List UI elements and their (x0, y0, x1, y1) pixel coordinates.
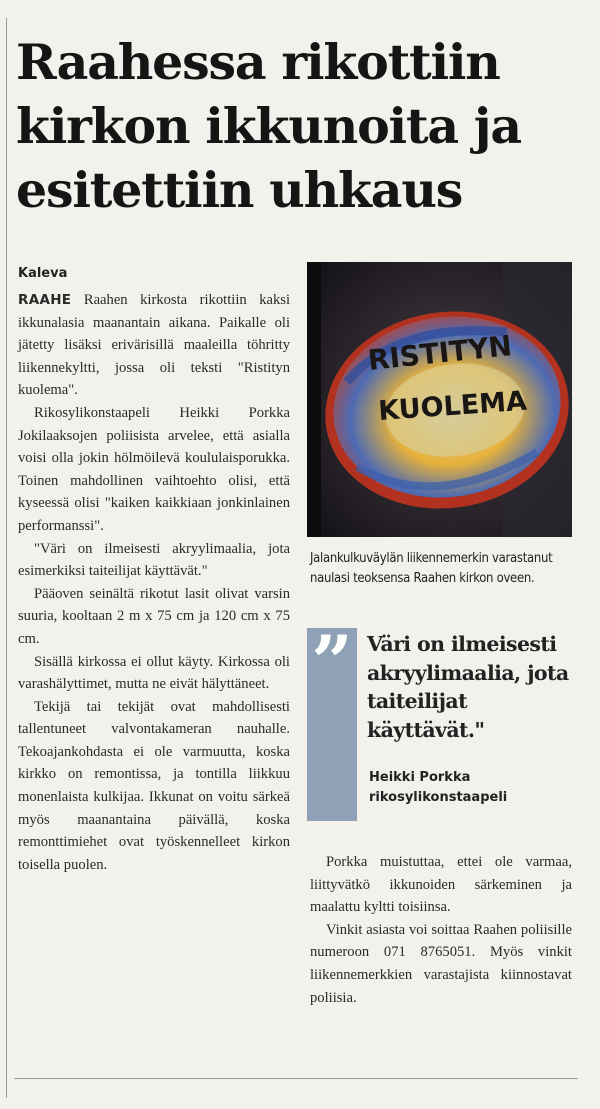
article-body-right (310, 851, 572, 1009)
left-column-rule (6, 18, 7, 1098)
quote-mark-icon: ” (311, 619, 353, 704)
body-paragraph: Rikosylikonstaapeli Heikki Porkka Jokilaaksojen poliisista arvelee, että asialla voisi olla jokin hölmöilevä koululaisporukka. Toinen mahdollinen vaihtoehto olisi, että kyseessä olisi "kaiken kaikkiaan jonkinlainen performanssi". (18, 404, 290, 534)
dateline: RAAHE (18, 292, 72, 308)
sign-text-line2: KUOLEMA (377, 385, 528, 427)
body-paragraph: Vinkit asiasta voi soittaa Raahen poliisille numeroon 071 8765051. Myös vinkit liikennemerkkien varastajista kiinnostavat poliisia. (310, 921, 572, 1006)
lead-paragraph (18, 289, 290, 402)
pull-quote-name: Heikki Porkka (369, 770, 471, 785)
pull-quote-text: Väri on ilmeisesti akryylimaalia, jota taiteilijat käyttävät." (367, 632, 569, 742)
sign-text-line1: RISTITYN (366, 329, 514, 377)
painted-sign-illustration (307, 262, 572, 537)
article-body-left (18, 289, 290, 876)
photo-caption: Jalankulkuväylän liikennemerkin varastanut naulasi teoksensa Raahen kirkon oveen. (310, 551, 553, 586)
article-photo (307, 262, 572, 537)
body-paragraph: "Väri on ilmeisesti akryylimaalia, jota esimerkiksi taiteilijat käyttävät." (18, 540, 290, 580)
article-headline: Raahessa rikottiin kirkon ikkunoita ja esitettiin uhkaus (16, 33, 521, 219)
body-paragraph: Porkka muistuttaa, ettei ole varmaa, liittyvätkö ikkunoiden särkeminen ja maalattu kyltti toisiinsa. (310, 854, 572, 916)
bottom-rule (14, 1078, 578, 1079)
body-paragraph: Tekijä tai tekijät ovat mahdollisesti tallentuneet valvontakameran nauhalle. Tekoajankohdasta ei ole varmuutta, koska kirkko on remontissa, ja tontilla liikkuu monenlaista kulkijaa. Ikkunat on voitu särkeä myös maanantaina päivällä, koska remonttimiehet ovat työskennelleet kirkon toisella puolen. (18, 698, 290, 873)
lead-text: Raahen kirkosta rikottiin kaksi ikkunalasia maanantain aikana. Paikalle oli jätetty lisäksi erivärisillä maaleilla töhritty liikennekyltti, jossa oli teksti "Ristityn kuolema". (18, 292, 290, 399)
body-paragraph: Pääoven seinältä rikotut lasit olivat varsin suuria, kooltaan 2 m x 75 cm ja 120 cm x 75 cm. (18, 585, 290, 647)
pull-quote-role: rikosylikonstaapeli (369, 790, 508, 805)
article-source: Kaleva (18, 266, 68, 281)
body-paragraph: Sisällä kirkossa ei ollut käyty. Kirkossa oli varashälyttimet, mutta ne eivät hälyttäneet. (18, 653, 290, 693)
